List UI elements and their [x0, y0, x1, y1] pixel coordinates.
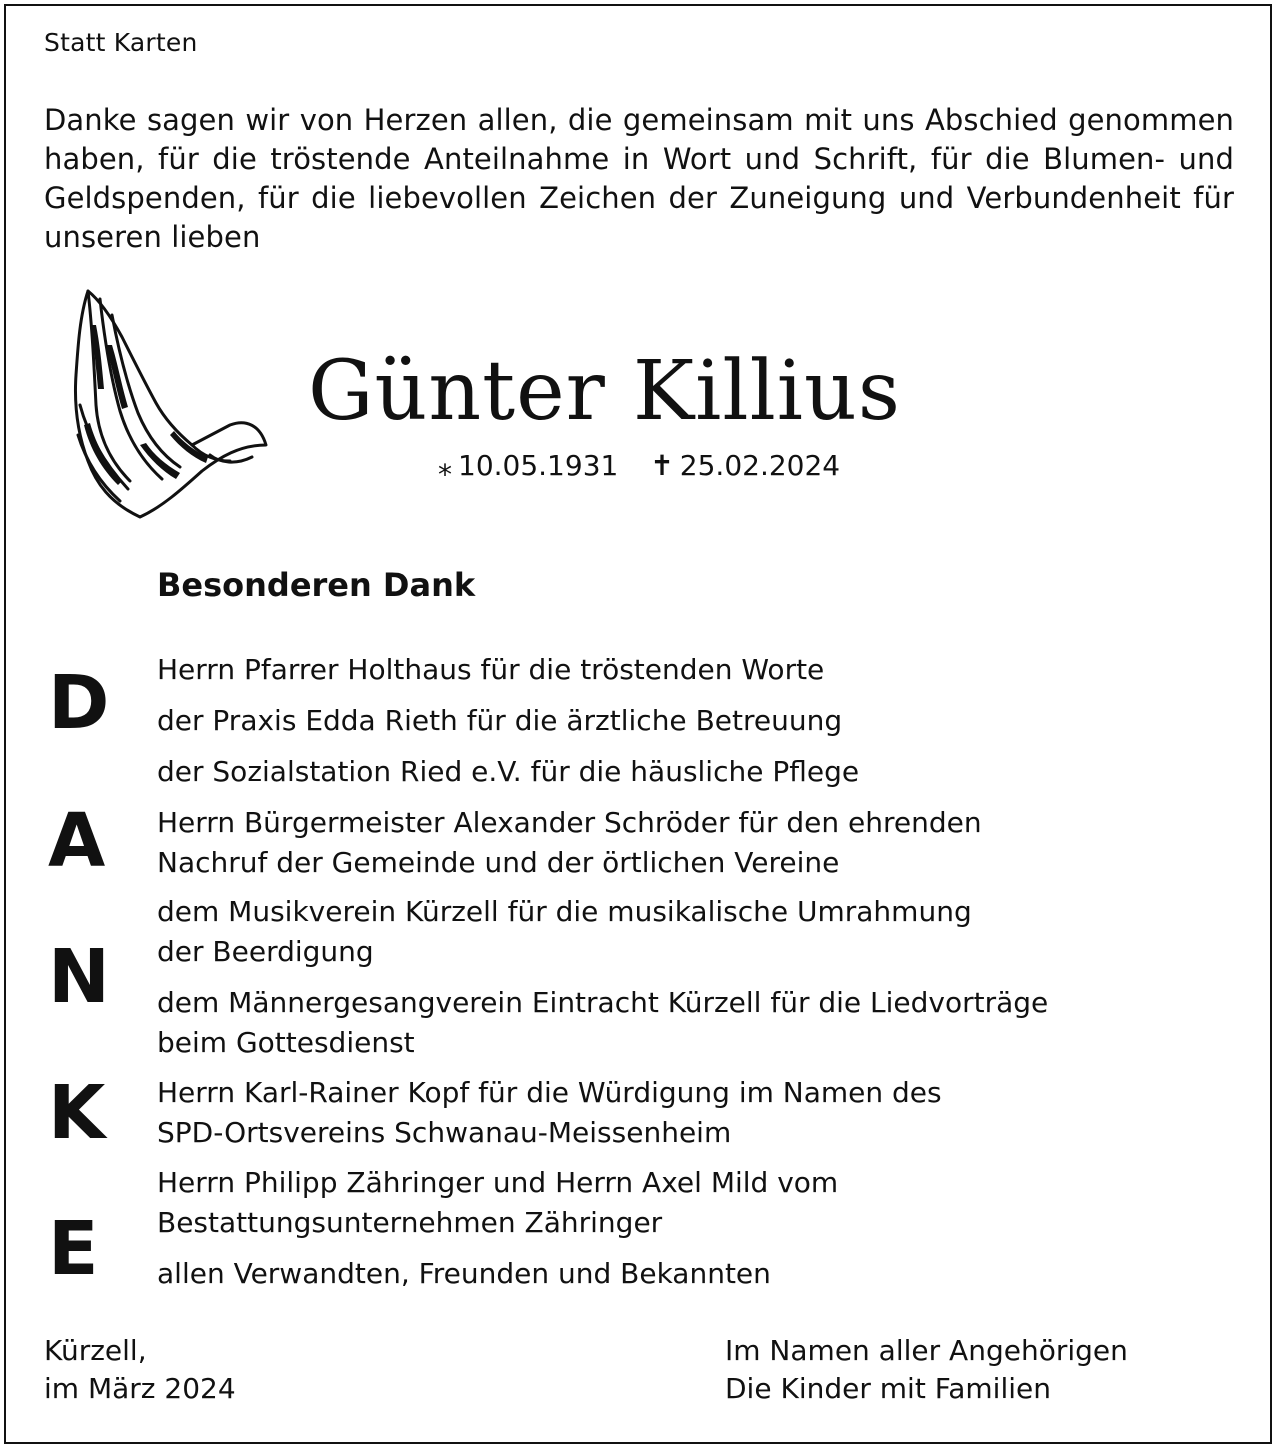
thanks-entry: der Sozialstation Ried e.V. für die häusliche Pflege: [157, 755, 860, 788]
acrostic-letter: D: [48, 660, 110, 746]
life-dates: [438, 448, 840, 484]
intro-label: Statt Karten: [44, 28, 198, 57]
birth-date: 10.05.1931: [458, 449, 619, 482]
thanks-heading: Besonderen Dank: [157, 566, 476, 604]
praying-hands-icon: [70, 285, 270, 520]
signature-line: Im Namen aller Angehörigen: [725, 1334, 1128, 1367]
thanks-entry: Herrn Philipp Zähringer und Herrn Axel Mild vom Bestattungsunternehmen Zähringer: [157, 1166, 839, 1239]
signature: [725, 1332, 1128, 1408]
acrostic-letter: E: [48, 1206, 99, 1292]
birth-star-icon: ⁎: [438, 449, 452, 482]
place: Kürzell,: [44, 1334, 147, 1367]
thanks-entry: der Praxis Edda Rieth für die ärztliche Betreuung: [157, 704, 843, 737]
thanks-entry: allen Verwandten, Freunden und Bekannten: [157, 1257, 771, 1290]
intro-text: Danke sagen wir von Herzen allen, die gemeinsam mit uns Abschied genommen haben, für die tröstende Anteilnahme in Wort und Schrift, für die Blumen- und Geldspenden, für die liebevollen Zeichen der Zuneigung und Verbundenheit für unseren lieben: [44, 103, 1234, 254]
thanks-entry: dem Musikverein Kürzell für die musikalische Umrahmung der Beerdigung: [157, 895, 972, 968]
acrostic-letter: A: [48, 798, 106, 884]
thanks-entry: Herrn Karl-Rainer Kopf für die Würdigung im Namen des SPD-Ortsvereins Schwanau-Meissenheim: [157, 1076, 942, 1149]
deceased-name: Günter Killius: [308, 344, 901, 439]
thanks-entry: Herrn Bürgermeister Alexander Schröder für den ehrenden Nachruf der Gemeinde und der örtlichen Vereine: [157, 806, 982, 879]
acrostic-letter: N: [48, 934, 110, 1020]
thanks-entry: Herrn Pfarrer Holthaus für die tröstenden Worte: [157, 653, 825, 686]
thanks-entry: dem Männergesangverein Eintracht Kürzell für die Liedvorträge beim Gottesdienst: [157, 986, 1049, 1059]
acrostic-letter: K: [48, 1070, 106, 1156]
signature-line: Die Kinder mit Familien: [725, 1372, 1051, 1405]
death-cross-icon: ✝: [650, 449, 674, 482]
death-date: 25.02.2024: [679, 449, 841, 482]
place-date: [44, 1332, 236, 1408]
date: im März 2024: [44, 1372, 236, 1405]
